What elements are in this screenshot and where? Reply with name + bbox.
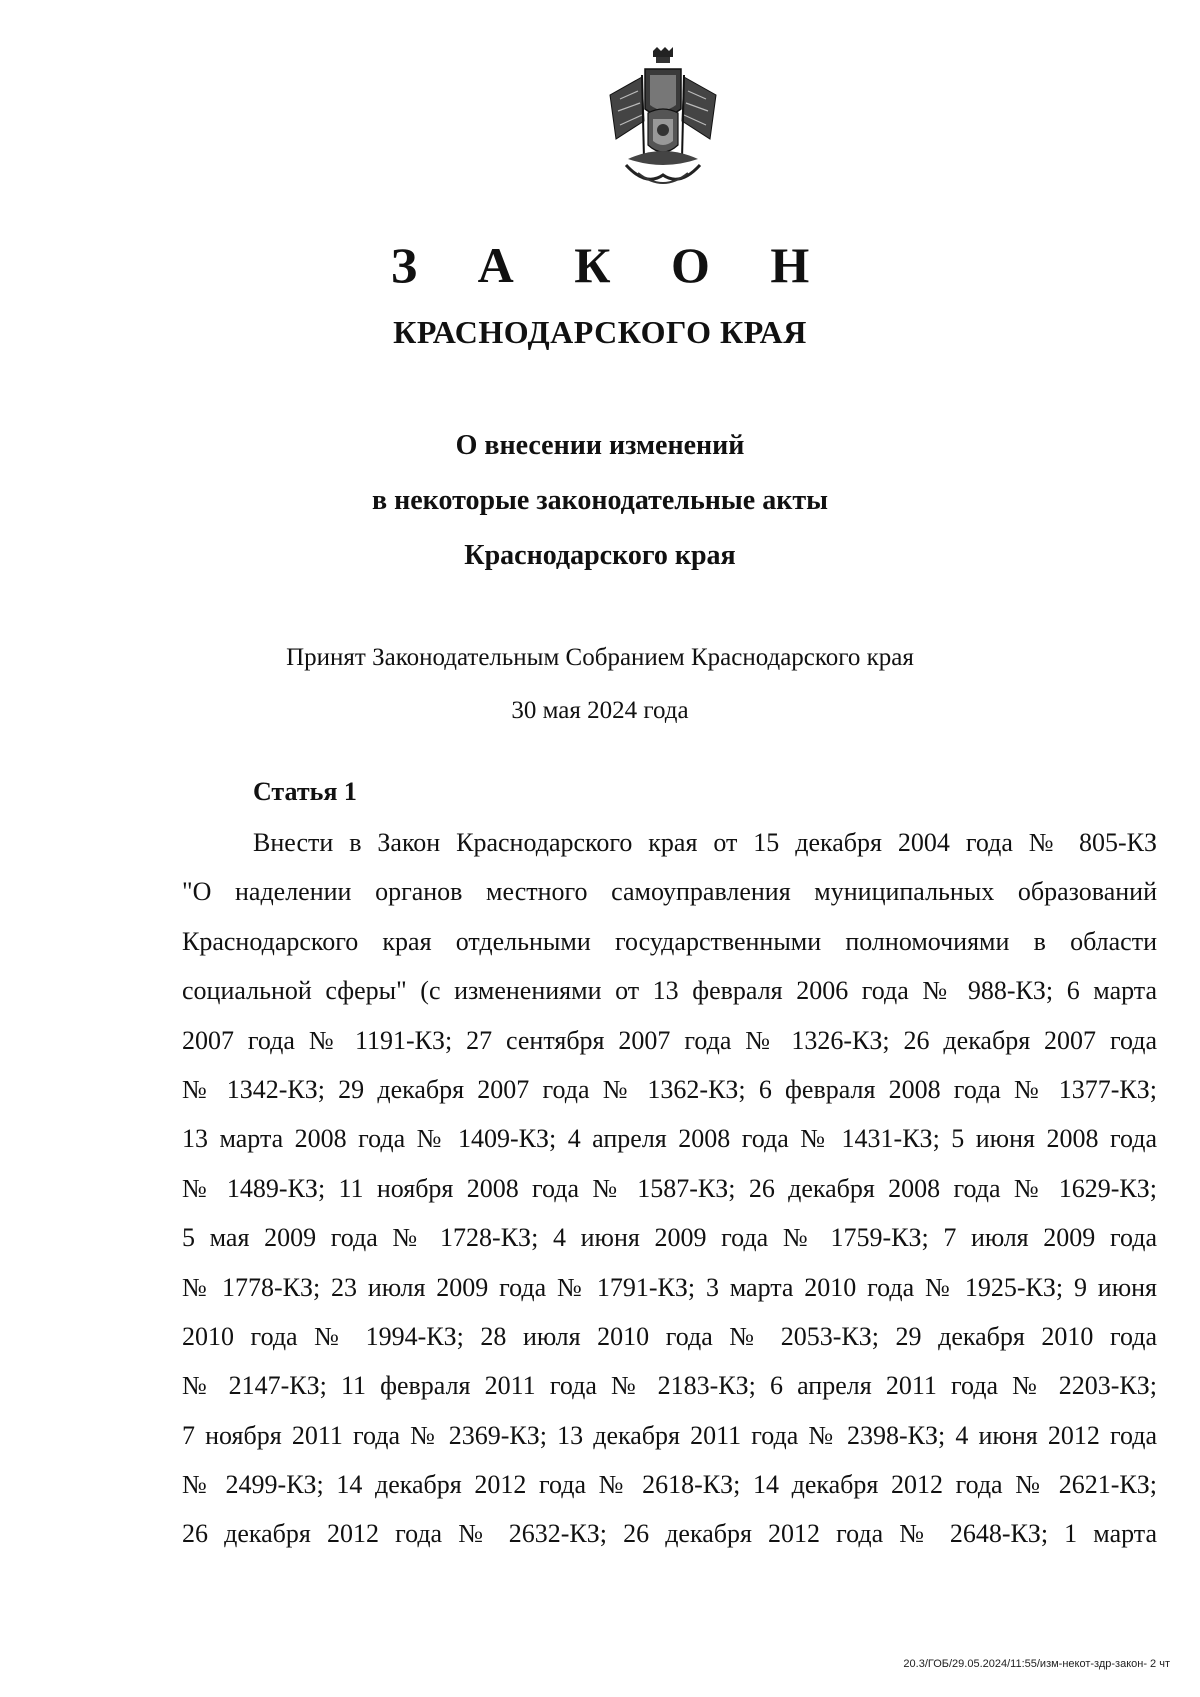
article-heading: Статья 1 <box>253 777 357 806</box>
adoption-statement: Принят Законодательным Собранием Краснодарского края <box>286 644 914 671</box>
article-text-line: Краснодарского края отдельными государственными полномочиями в области <box>182 926 1157 956</box>
article-text-line: 5 мая 2009 года № 1728-КЗ; 4 июня 2009 года № 1759-КЗ; 7 июля 2009 года <box>182 1223 1157 1253</box>
article-text-line: Внести в Закон Краснодарского края от 15 декабря 2004 года № 805-КЗ <box>253 828 1157 857</box>
article-text-line: 13 марта 2008 года № 1409-КЗ; 4 апреля 2008 года № 1431-КЗ; 5 июня 2008 года <box>182 1124 1157 1154</box>
article-text-line: № 1778-КЗ; 23 июля 2009 года № 1791-КЗ; 3 марта 2010 года № 1925-КЗ; 9 июня <box>182 1272 1157 1302</box>
coat-of-arms-icon <box>598 47 728 193</box>
article-text-line: 2007 года № 1191-КЗ; 27 сентября 2007 года № 1326-КЗ; 26 декабря 2007 года <box>182 1025 1157 1055</box>
article-text-line: 7 ноября 2011 года № 2369-КЗ; 13 декабря 2011 года № 2398-КЗ; 4 июня 2012 года <box>182 1420 1157 1450</box>
article-text-line: 26 декабря 2012 года № 2632-КЗ; 26 декабря 2012 года № 2648-КЗ; 1 марта <box>182 1519 1157 1549</box>
document-type-title: З А К О Н <box>390 237 834 293</box>
law-subject-line-1: О внесении изменений <box>455 430 745 461</box>
article-text-line: № 1342-КЗ; 29 декабря 2007 года № 1362-КЗ; 6 февраля 2008 года № 1377-КЗ; <box>182 1074 1157 1104</box>
article-text-line: № 2147-КЗ; 11 февраля 2011 года № 2183-КЗ; 6 апреля 2011 года № 2203-КЗ; <box>182 1371 1157 1401</box>
article-text-line: № 1489-КЗ; 11 ноября 2008 года № 1587-КЗ; 26 декабря 2008 года № 1629-КЗ; <box>182 1173 1157 1203</box>
article-body <box>182 823 1157 1564</box>
document-footer-code: 20.3/ГОБ/29.05.2024/11:55/изм-некот-здр-закон- 2 чт <box>903 1658 1170 1670</box>
article-text-line: 2010 года № 1994-КЗ; 28 июля 2010 года № 2053-КЗ; 29 декабря 2010 года <box>182 1321 1157 1351</box>
law-subject-line-3: Краснодарского края <box>464 540 736 571</box>
issuing-region-title: КРАСНОДАРСКОГО КРАЯ <box>393 314 807 350</box>
article-text-line: "О наделении органов местного самоуправления муниципальных образований <box>182 877 1157 907</box>
law-subject-line-2: в некоторые законодательные акты <box>372 485 828 516</box>
adoption-date: 30 мая 2024 года <box>511 697 689 724</box>
article-text-line: социальной сферы" (с изменениями от 13 февраля 2006 года № 988-КЗ; 6 марта <box>182 976 1157 1006</box>
article-text-line: № 2499-КЗ; 14 декабря 2012 года № 2618-КЗ; 14 декабря 2012 года № 2621-КЗ; <box>182 1470 1157 1500</box>
